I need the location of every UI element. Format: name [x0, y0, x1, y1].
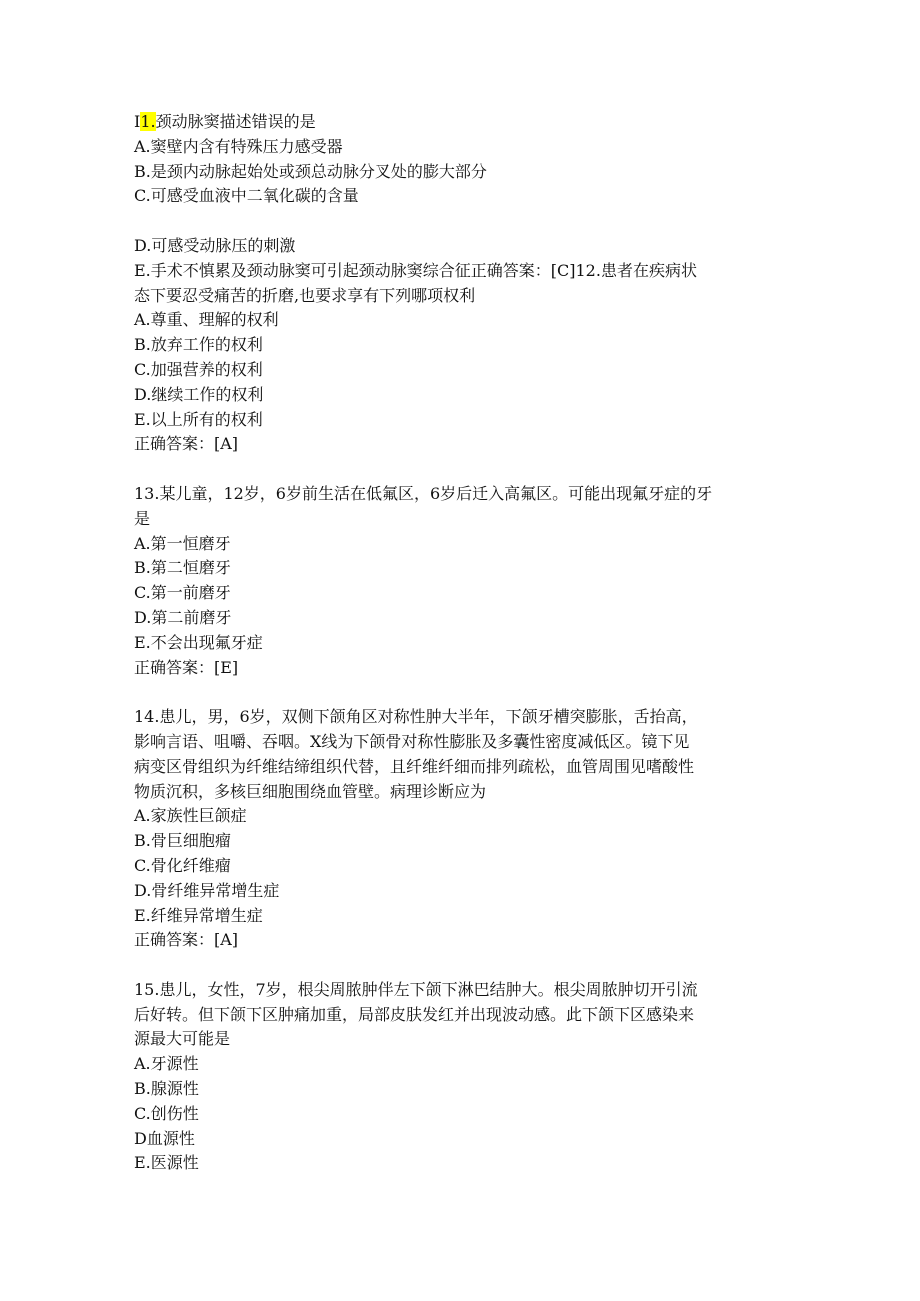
- paragraph-gap: [134, 457, 794, 482]
- q11-highlighted-number: 1.: [140, 112, 156, 131]
- q11-option-d: D.可感受动脉压的刺激: [134, 235, 296, 255]
- q13-option-e: E.不会出现氟牙症: [134, 632, 263, 652]
- q14-option-d: D.骨纤维异常增生症: [134, 880, 280, 900]
- q11-option-e: E.手术不慎累及颈动脉窦可引起颈动脉窦综合征正确答案：[C]12.患者在疾病状: [134, 260, 697, 280]
- q13-option-d: D.第二前磨牙: [134, 607, 232, 627]
- q14-option-c: C.骨化纤维瘤: [134, 855, 231, 875]
- q12-stem: 态下要忍受痛苦的折磨,也要求享有下列哪项权利: [134, 285, 476, 305]
- q14-option-e: E.纤维异常增生症: [134, 905, 263, 925]
- q14-option-b: B.骨巨细胞瘤: [134, 831, 231, 851]
- q15-option-c: C.创伤性: [134, 1103, 199, 1123]
- q11-stem: [134, 110, 794, 135]
- q14-stem-line-2: 影响言语、咀嚼、吞咽。X线为下颌骨对称性膨胀及多囊性密度减低区。镜下见: [134, 731, 690, 751]
- paragraph-gap: [134, 953, 794, 978]
- q13-option-c: C.第一前磨牙: [134, 583, 231, 603]
- q13-option-b: B.第二恒磨牙: [134, 558, 231, 578]
- q15-option-d: D血源性: [134, 1128, 195, 1148]
- q15-stem-line-2: 后好转。但下颌下区肿痛加重，局部皮肤发红并出现波动感。此下颌下区感染来: [134, 1004, 695, 1024]
- q11-option-a: A.窦壁内含有特殊压力感受器: [134, 136, 343, 156]
- q14-stem-line-1: 14.患儿，男，6岁，双侧下颌角区对称性肿大半年，下颌牙槽突膨胀，舌抬高，: [134, 707, 698, 727]
- q14-stem-line-3: 病变区骨组织为纤维结缔组织代替，且纤维纤细而排列疏松，血管周围见嗜酸性: [134, 756, 695, 776]
- q12-option-a: A.尊重、理解的权利: [134, 310, 279, 330]
- q12-option-d: D.继续工作的权利: [134, 384, 264, 404]
- q13-option-a: A.第一恒磨牙: [134, 533, 231, 553]
- q11-stem-text: 颈动脉窦描述错误的是: [155, 112, 316, 131]
- document-page: [134, 110, 794, 1176]
- q13-stem-line-1: 13.某儿童，12岁，6岁前生活在低氟区，6岁后迁入高氟区。可能出现氟牙症的牙: [134, 483, 713, 503]
- q13-answer: 正确答案：[E]: [134, 657, 239, 677]
- q13-stem-line-2: 是: [134, 508, 151, 528]
- q15-option-e: E.医源性: [134, 1153, 199, 1173]
- q12-option-c: C.加强营养的权利: [134, 359, 263, 379]
- q12-option-e: E.以上所有的权利: [134, 409, 263, 429]
- q15-stem-line-3: 源最大可能是: [134, 1029, 231, 1049]
- q14-option-a: A.家族性巨颌症: [134, 806, 247, 826]
- q14-answer: 正确答案：[A]: [134, 930, 239, 950]
- q11-option-c: C.可感受血液中二氧化碳的含量: [134, 186, 359, 206]
- paragraph-gap: [134, 209, 794, 234]
- paragraph-gap: [134, 680, 794, 705]
- q15-stem-line-1: 15.患儿，女性，7岁，根尖周脓肿伴左下颌下淋巴结肿大。根尖周脓肿切开引流: [134, 979, 698, 999]
- q12-option-b: B.放弃工作的权利: [134, 335, 263, 355]
- q11-option-b: B.是颈内动脉起始处或颈总动脉分叉处的膨大部分: [134, 161, 487, 181]
- q12-answer: 正确答案：[A]: [134, 434, 239, 454]
- q15-option-a: A.牙源性: [134, 1054, 199, 1074]
- q15-option-b: B.腺源性: [134, 1079, 199, 1099]
- q14-stem-line-4: 物质沉积，多核巨细胞围绕血管壁。病理诊断应为: [134, 781, 487, 801]
- q11-prefix: I: [134, 112, 141, 131]
